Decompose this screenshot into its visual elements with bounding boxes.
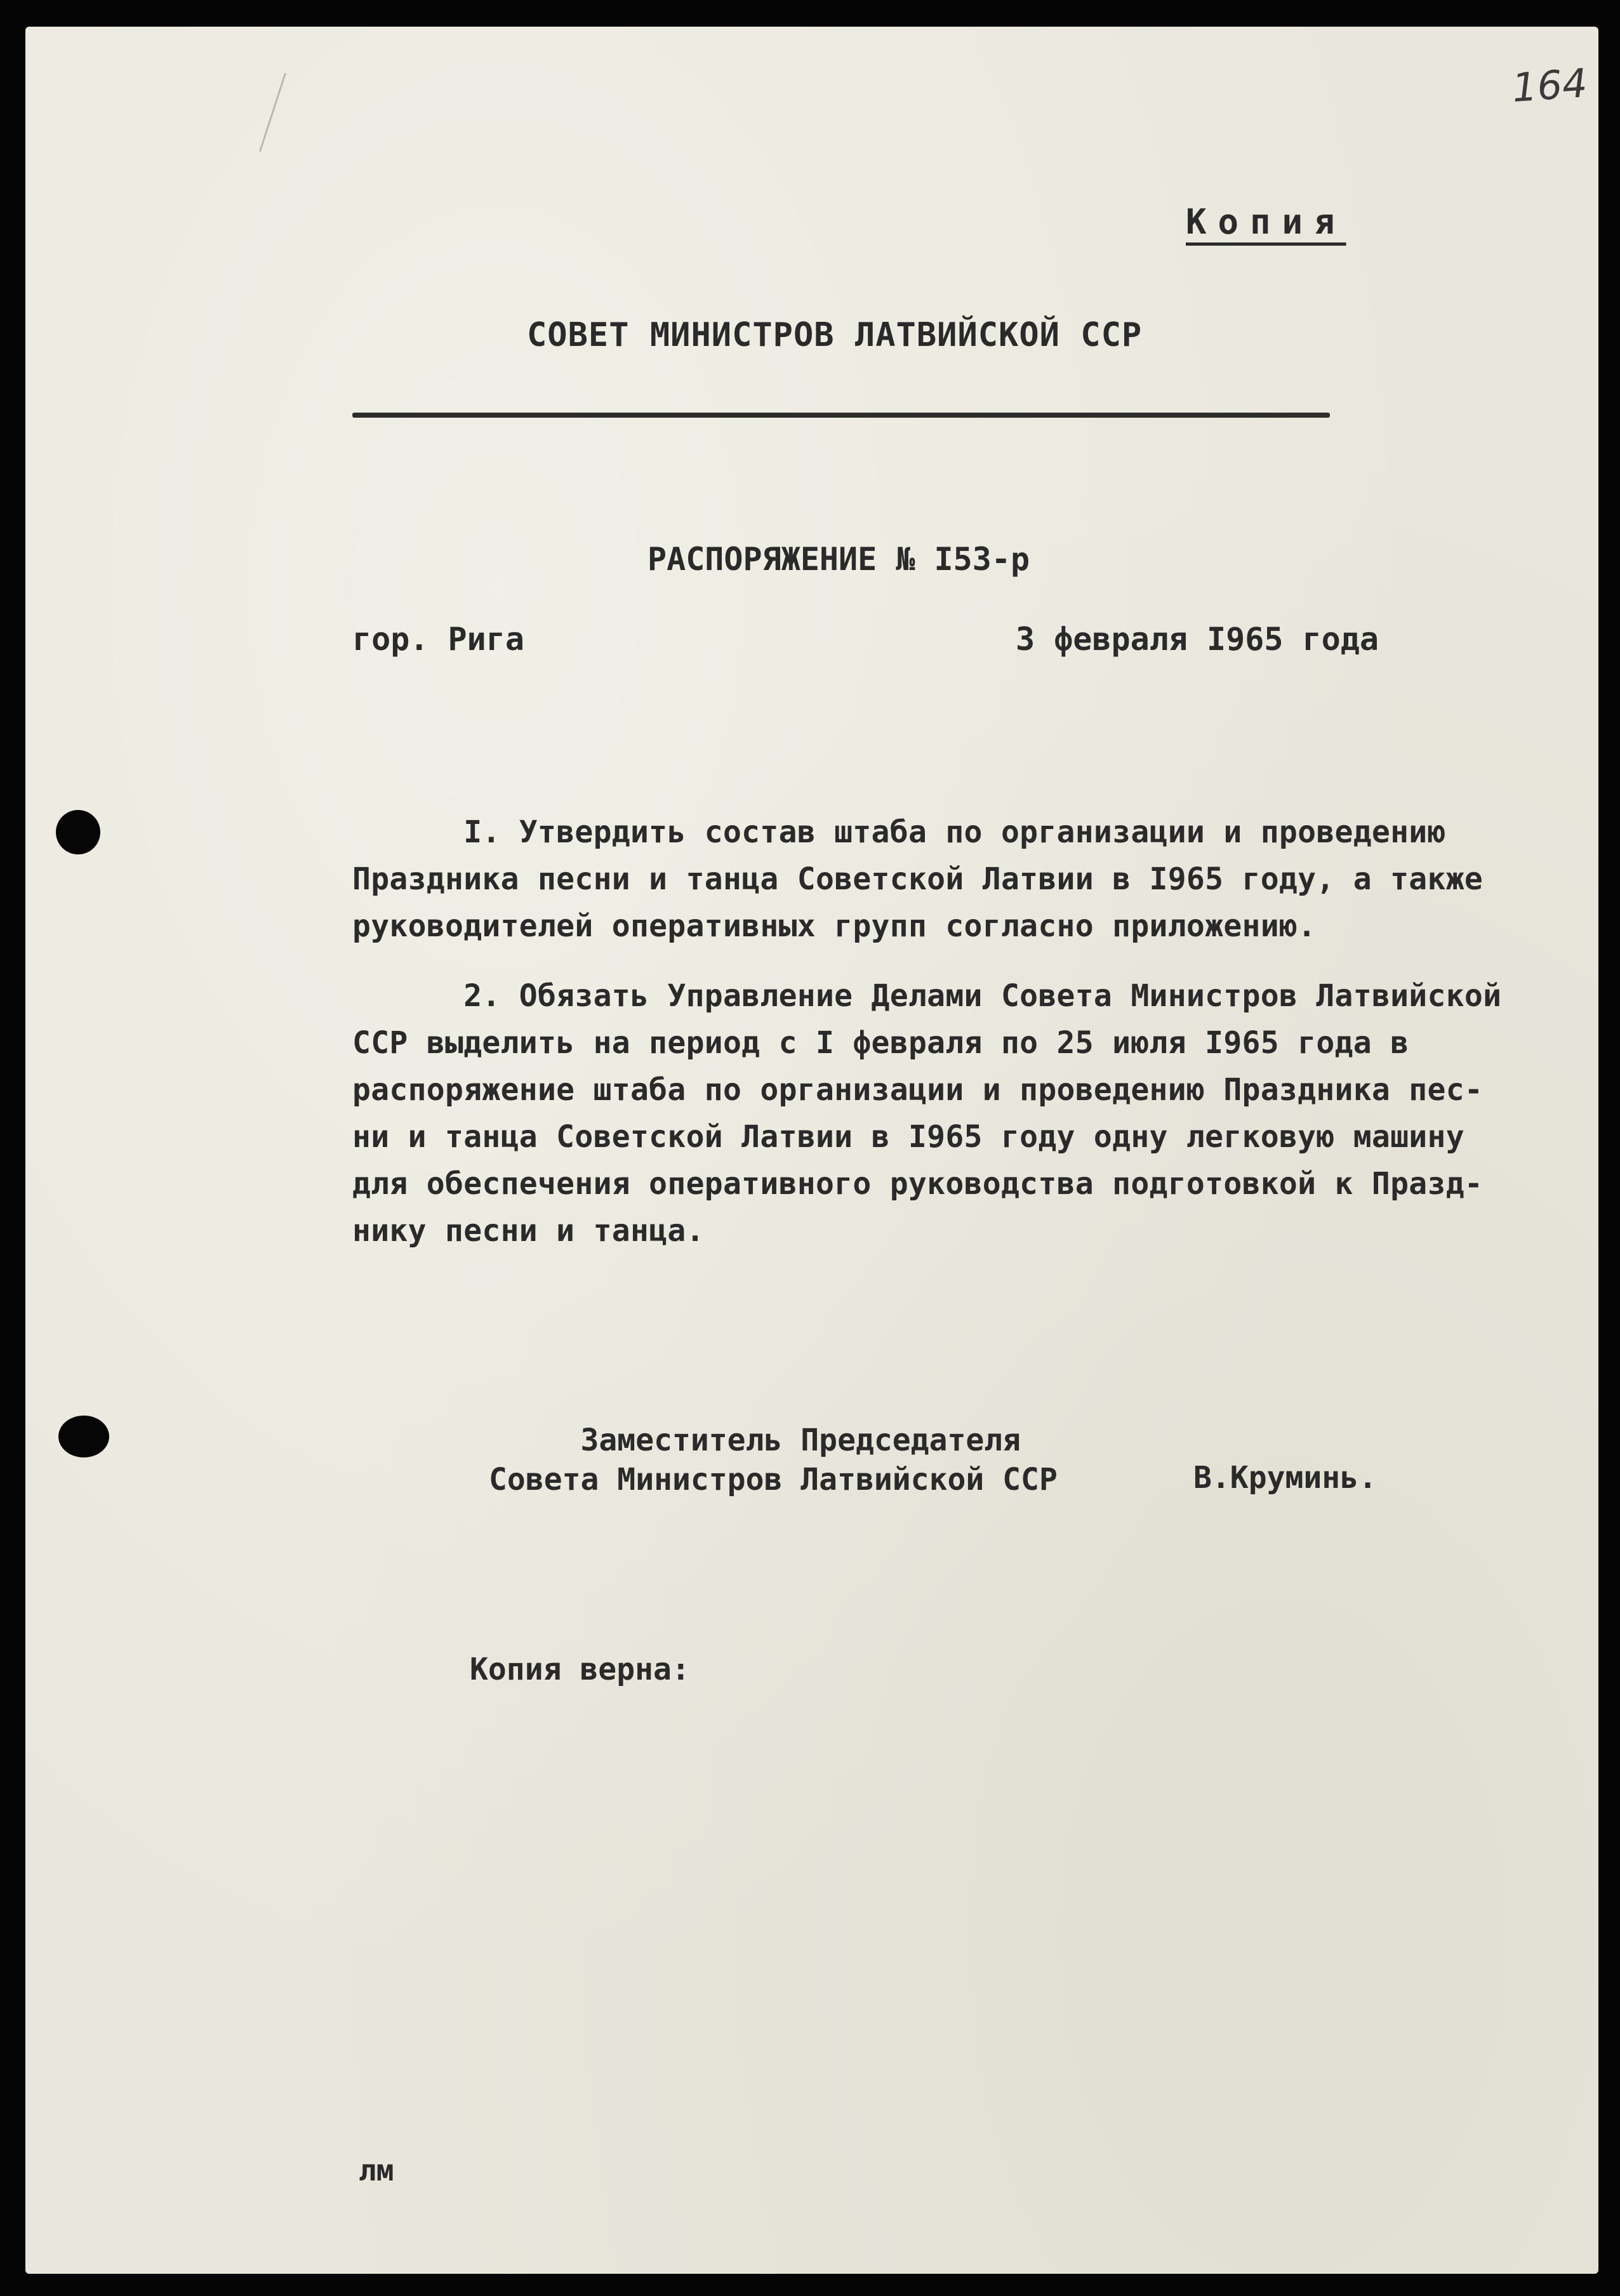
punch-hole-top: [56, 810, 100, 854]
order-title: РАСПОРЯЖЕНИЕ № I53-р: [647, 541, 1030, 578]
signature-name: В.Круминь.: [1193, 1460, 1377, 1496]
header-rule: [352, 413, 1330, 418]
copy-verified-label: Копия верна:: [470, 1652, 690, 1687]
paragraph-2: 2. Обязать Управление Делами Совета Министров Латвийской ССР выделить на период с I февраля по 25 июля I965 года в распоряжение штаба по организации и проведению Праздника пес- ни и танца Советской Латвии в I965 году одну легковую машину для обеспечения оперативного руководства подготовкой к Празд- нику песни и танца.: [352, 978, 1502, 1249]
signature-title: Заместитель Председателя Совета Министров Латвийской ССР: [489, 1423, 1058, 1497]
order-city: гор. Рига: [352, 621, 524, 658]
typist-initials: лм: [359, 2153, 394, 2187]
order-date: 3 февраля I965 года: [1016, 621, 1379, 658]
copy-mark: Копия: [1186, 202, 1346, 242]
folio-number: 164: [1510, 59, 1589, 112]
paragraph-1: I. Утвердить состав штаба по организации и проведению Праздника песни и танца Советской Латвии в I965 году, а также руководителей оперативных групп согласно приложению.: [352, 814, 1484, 944]
punch-hole-bottom: [58, 1416, 109, 1457]
organization-heading: СОВЕТ МИНИСТРОВ ЛАТВИЙСКОЙ ССР: [527, 316, 1143, 354]
document-page: [25, 27, 1598, 2274]
paper-scratch: [259, 73, 286, 152]
